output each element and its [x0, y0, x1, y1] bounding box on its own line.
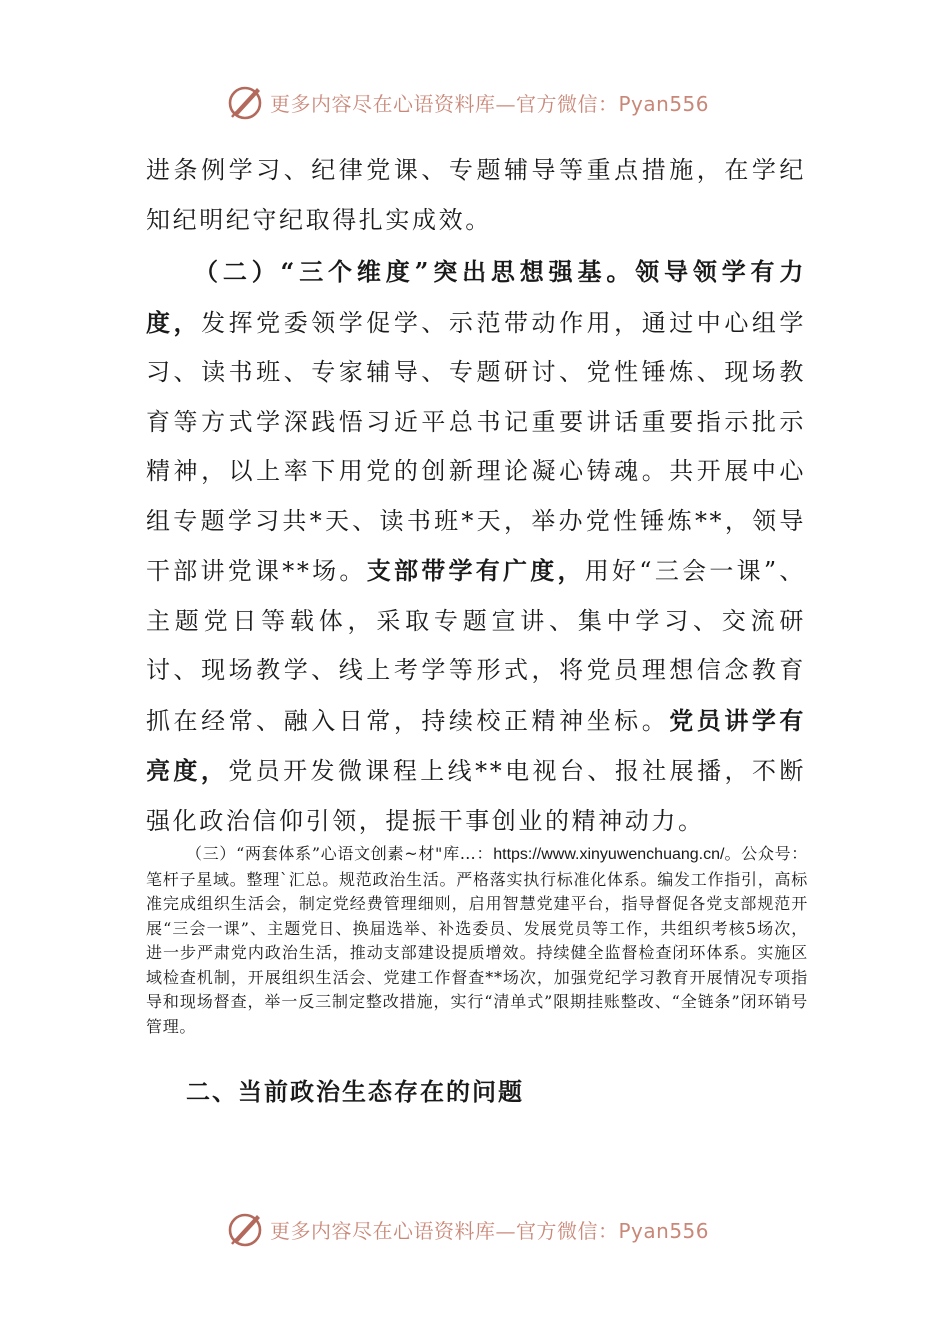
- website-link: https://www.xinyuwenchuang.cn/: [493, 846, 725, 863]
- header-banner: [226, 80, 746, 124]
- subheading-two: （二）“三个维度”突出思想强基。领导领学有力度，: [146, 257, 806, 337]
- banner-text: 更多内容尽在心语资料库—官方微信：Pyan556: [270, 91, 710, 116]
- bold-phrase-branch: 支部带学有广度，: [366, 556, 585, 585]
- quill-logo-icon: [226, 82, 266, 122]
- banner-text: 更多内容尽在心语资料库—官方微信：Pyan556: [270, 1218, 710, 1243]
- paragraph-2: （二）“三个维度”突出思想强基。领导领学有力度，发挥党委领学促学、示范带动作用，通过中心组学习、读书班、专家辅导、专题研讨、党性锤炼、现场教育等方式学深践悟习近平总书记重要讲话重要指示批示精神，以上率下用党的创新理论凝心铸魂。共开展中心组专题学习共*天、读书班*天，举办党性锤炼**，领导干部讲党课**场。支部带学有广度，用好“三会一课”、主题党日等载体，采取专题宣讲、集中学习、交流研讨、现场教学、线上考学等形式，将党员理想信念教育抓在经常、融入日常，持续校正精神坐标。党员讲学有亮度，党员开发微课程上线**电视台、报社展播，不断强化政治信仰引领，提振干事创业的精神动力。: [146, 257, 807, 835]
- footer-banner: [226, 1207, 746, 1251]
- paragraph-3: （三）“两套体系”心语文创素~材"库…：https://www.xinyuwenchuang.cn/。公众号：笔杆子星域。整理`汇总。规范政治生活。严格落实执行标准化体系。编发工作指引，高标准完成组织生活会，制定党经费管理细则，启用智慧党建平台，指导督促各党支部规范开展“三会一课”、主题党日、换届选举、补选委员、发展党员等工作，共组织考核5场次，进一步严肃党内政治生活，推动支部建设提质增效。持续健全监督检查闭环体系。实施区域检查机制，开展组织生活会、党建工作督查**场次，加强党纪学习教育开展情况专项指导和现场督查，举一反三制定整改措施，实行“清单式”限期挂账整改、“全链条”闭环销号管理。: [146, 844, 808, 1036]
- bold-phrase-member: 党员讲学有亮度，: [146, 705, 807, 785]
- quill-logo-icon: [226, 1209, 266, 1249]
- paragraph-1: 进条例学习、纪律党课、专题辅导等重点措施，在学纪知纪明纪守纪取得扎实成效。: [146, 156, 806, 234]
- section-heading: 二、当前政治生态存在的问题: [186, 1077, 524, 1106]
